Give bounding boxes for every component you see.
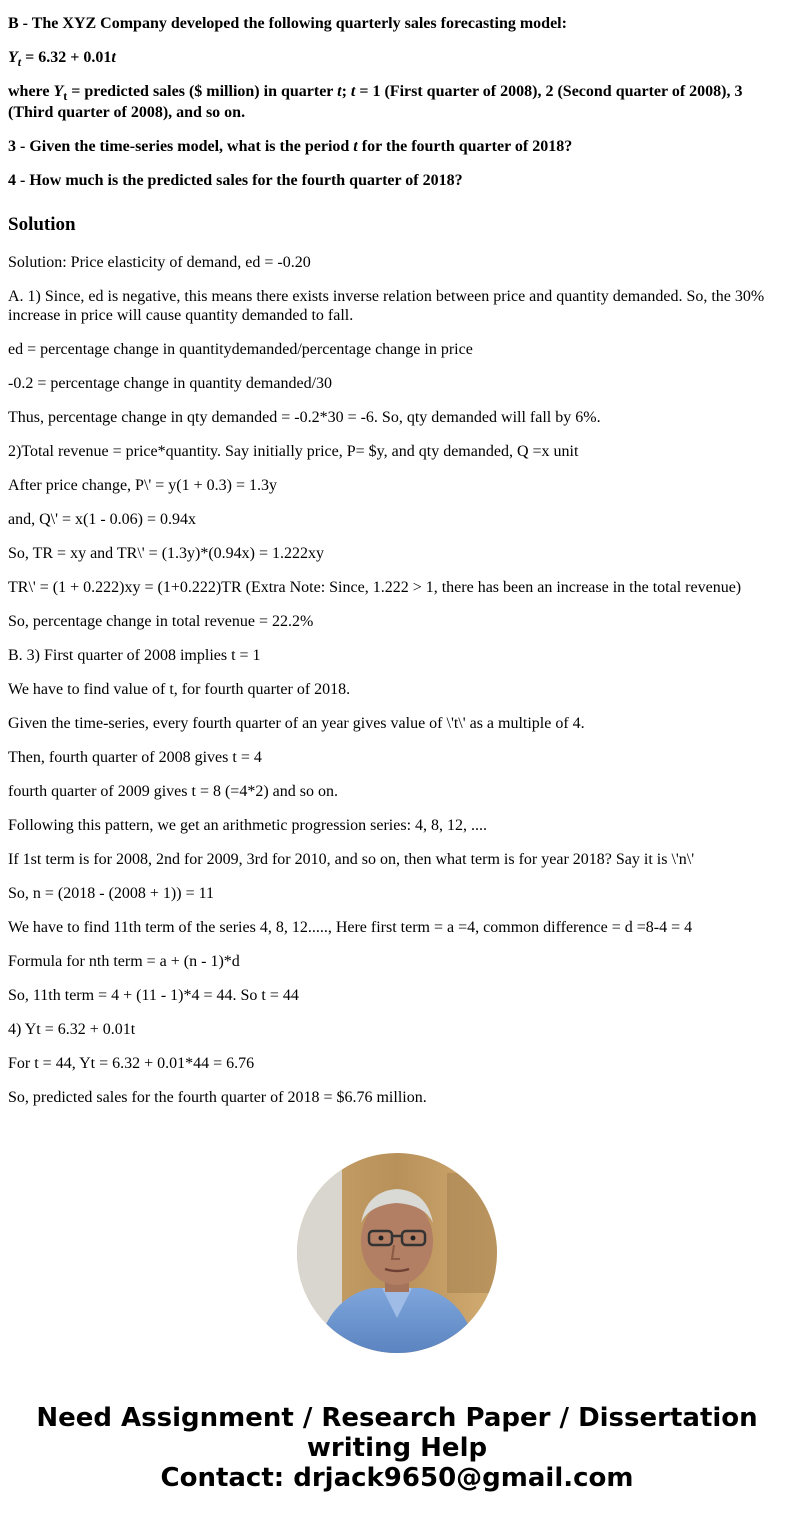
where-rest: = 1 (First quarter of 2008), 2 (Second quarter of 2008), 3 (Third quarter of 2008), and so on. — [8, 83, 743, 121]
contact-footer — [0, 1403, 794, 1493]
solution-line: So, predicted sales for the fourth quarter of 2018 = $6.76 million. — [8, 1089, 427, 1106]
question-block — [8, 13, 778, 204]
solution-line: Following this pattern, we get an arithmetic progression series: 4, 8, 12, .... — [8, 817, 488, 834]
where-mid: = predicted sales ($ million) in quarter — [67, 83, 338, 100]
footer-line-2: writing Help — [306, 1433, 488, 1463]
solution-line: -0.2 = percentage change in quantity demanded/30 — [8, 375, 333, 392]
question-4: 4 - How much is the predicted sales for the fourth quarter of 2018? — [8, 172, 463, 189]
solution-line: Thus, percentage change in qty demanded = -0.2*30 = -6. So, qty demanded will fall by 6%. — [8, 409, 601, 426]
where-t1: t — [337, 83, 342, 100]
formula-var: t — [111, 49, 116, 66]
footer-line-1: Need Assignment / Research Paper / Dissertation — [36, 1403, 758, 1433]
solution-line: A. 1) Since, ed is negative, this means there exists inverse relation between price and quantity demanded. So, the 30% increase in price will cause quantity demanded to fall. — [8, 288, 765, 324]
variable-definition — [8, 81, 778, 123]
question-intro: B - The XYZ Company developed the following quarterly sales forecasting model: — [8, 15, 567, 32]
formula-y: Y — [8, 49, 18, 66]
q3-suffix: for the fourth quarter of 2018? — [357, 138, 573, 155]
q3-prefix: 3 - Given the time-series model, what is the period — [8, 138, 354, 155]
solution-line: 2)Total revenue = price*quantity. Say initially price, P= $y, and qty demanded, Q =x unit — [8, 443, 579, 460]
solution-line: So, percentage change in total revenue = 22.2% — [8, 613, 314, 630]
author-photo-image — [297, 1153, 497, 1353]
question-3 — [8, 136, 778, 157]
formula-subscript: t — [17, 55, 22, 69]
solution-line: Solution: Price elasticity of demand, ed = -0.20 — [8, 254, 311, 271]
solution-line: ed = percentage change in quantitydemanded/percentage change in price — [8, 341, 473, 358]
solution-line: 4) Yt = 6.32 + 0.01t — [8, 1021, 136, 1038]
solution-line: After price change, P\' = y(1 + 0.3) = 1.3y — [8, 477, 277, 494]
solution-line: fourth quarter of 2009 gives t = 8 (=4*2) and so on. — [8, 783, 338, 800]
author-photo — [297, 1153, 497, 1353]
solution-line: B. 3) First quarter of 2008 implies t = 1 — [8, 647, 261, 664]
where-subscript: t — [63, 89, 68, 103]
solution-line: TR\' = (1 + 0.222)xy = (1+0.222)TR (Extra Note: Since, 1.222 > 1, there has been an increase in the total revenue) — [8, 579, 742, 596]
solution-line: If 1st term is for 2008, 2nd for 2009, 3rd for 2010, and so on, then what term is for year 2018? Say it is \'n\' — [8, 851, 695, 868]
where-y: Y — [53, 83, 64, 100]
where-prefix: where — [8, 83, 54, 100]
forecast-formula — [8, 47, 778, 68]
formula-rhs: = 6.32 + 0.01 — [21, 49, 112, 66]
solution-line: We have to find value of t, for fourth quarter of 2018. — [8, 681, 351, 698]
solution-line: So, 11th term = 4 + (11 - 1)*4 = 44. So t = 44 — [8, 987, 299, 1004]
solution-line: Given the time-series, every fourth quarter of an year gives value of \'t\' as a multiple of 4. — [8, 715, 585, 732]
solution-line: So, n = (2018 - (2008 + 1)) = 11 — [8, 885, 215, 902]
solution-line: Formula for nth term = a + (n - 1)*d — [8, 953, 240, 970]
solution-line: and, Q\' = x(1 - 0.06) = 0.94x — [8, 511, 197, 528]
solution-heading: Solution — [8, 214, 76, 235]
solution-line: For t = 44, Yt = 6.32 + 0.01*44 = 6.76 — [8, 1055, 255, 1072]
where-t2: t — [350, 83, 356, 100]
solution-line: We have to find 11th term of the series 4, 8, 12....., Here first term = a =4, common difference = d =8-4 = 4 — [8, 919, 693, 936]
solution-line: So, TR = xy and TR\' = (1.3y)*(0.94x) = 1.222xy — [8, 545, 325, 562]
footer-contact-line: Contact: drjack9650@gmail.com — [160, 1463, 634, 1493]
solution-line: Then, fourth quarter of 2008 gives t = 4 — [8, 749, 262, 766]
q3-t: t — [353, 138, 358, 155]
where-semi: ; — [341, 83, 351, 100]
